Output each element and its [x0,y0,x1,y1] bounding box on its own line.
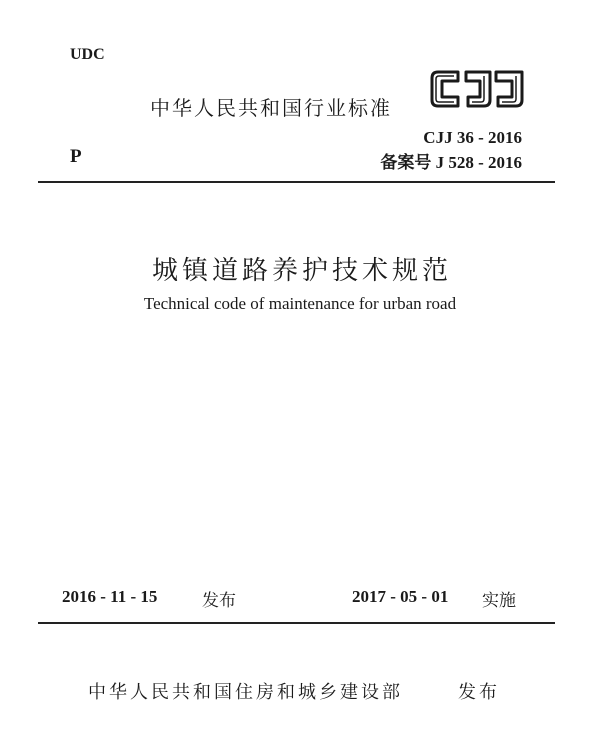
publish-label: 发布 [458,682,500,703]
udc-label: UDC [70,46,105,63]
issue-label: 发布 [202,591,236,611]
issue-date: 2016 - 11 - 15 [62,587,158,606]
implementation-label: 实施 [482,591,516,611]
standard-category: 中华人民共和国行业标准 [150,96,392,120]
cjj-logo-mark [428,66,528,112]
title-english: Technical code of maintenance for urban road [143,294,457,313]
standard-number: CJJ 36 - 2016 [423,128,522,147]
implementation-date: 2017 - 05 - 01 [352,587,449,606]
top-divider [38,181,555,183]
title-chinese: 城镇道路养护技术规范 [151,256,452,286]
classification-code: P [70,146,82,167]
record-number: 备案号 J 528 - 2016 [380,153,522,172]
cjj-logo [428,66,528,112]
publisher-name: 中华人民共和国住房和城乡建设部 [88,682,403,703]
bottom-divider [38,622,555,624]
